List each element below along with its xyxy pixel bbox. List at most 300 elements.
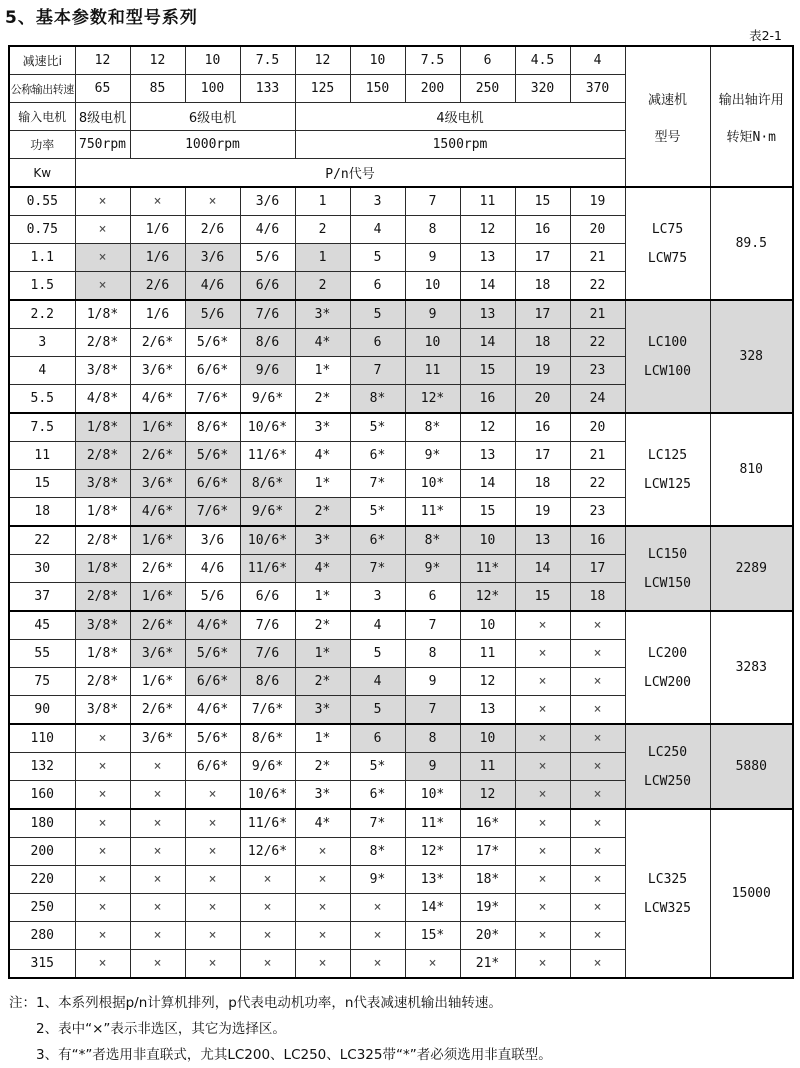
non-selectable-cell: × [130,950,185,979]
non-selectable-cell: × [295,950,350,979]
non-selectable-cell: × [185,187,240,216]
pn-code-cell: 3/6 [185,526,240,555]
non-selectable-cell: × [185,922,240,950]
pn-code-cell: 1* [295,357,350,385]
table-row [9,413,793,442]
pn-code-cell: 5* [350,753,405,781]
pn-code-cell: 12 [460,413,515,442]
pn-code-cell: 12 [460,668,515,696]
pn-code-cell: 4/6 [185,555,240,583]
pn-code-cell: 7/6* [185,498,240,527]
reducer-model-name: LCW75 [647,250,688,266]
pn-code-cell: 4/6* [130,385,185,414]
pn-code-cell: 9* [405,442,460,470]
kw-value: 220 [9,866,75,894]
pn-code-cell: 3 [350,583,405,612]
pn-code-cell: 11/6* [240,555,295,583]
pn-code-cell: 1/8* [75,300,130,329]
reducer-model-name: LCW200 [644,674,691,690]
pn-code-cell: 7 [405,611,460,640]
non-selectable-cell: × [130,894,185,922]
pn-code-cell: 3 [350,187,405,216]
pn-code-cell: 5/6* [185,442,240,470]
reducer-model-name: LC250 [647,744,688,760]
kw-value: 1.1 [9,244,75,272]
reducer-model-name: LC125 [647,447,688,463]
non-selectable-cell: × [295,894,350,922]
pn-code-cell: 8 [405,724,460,753]
non-selectable-cell: × [185,950,240,979]
pn-code-cell: 8* [405,413,460,442]
pn-code-cell: 2/8* [75,583,130,612]
pn-code-cell: 22 [570,329,625,357]
pn-code-cell: 17 [515,300,570,329]
pn-code-cell: 20* [460,922,515,950]
pn-code-cell: 2 [295,216,350,244]
pn-code-cell: 15 [460,498,515,527]
pn-code-cell: 4 [350,668,405,696]
pn-code-cell: 8 [405,216,460,244]
non-selectable-cell: × [570,922,625,950]
reducer-model-cell [625,526,710,611]
pn-code-cell: 17 [515,244,570,272]
speed-value: 320 [515,75,570,103]
non-selectable-cell: × [130,866,185,894]
table-row [9,526,793,555]
kw-value: 0.75 [9,216,75,244]
pn-code-cell: 6* [350,781,405,810]
non-selectable-cell: × [75,866,130,894]
pn-code-cell: 9/6* [240,498,295,527]
non-selectable-cell: × [570,866,625,894]
non-selectable-cell: × [515,753,570,781]
pn-code-cell: 13* [405,866,460,894]
ratio-value: 6 [460,46,515,75]
non-selectable-cell: × [570,838,625,866]
non-selectable-cell: × [75,272,130,301]
non-selectable-cell: × [75,187,130,216]
non-selectable-cell: × [515,724,570,753]
notes [9,990,800,1068]
pn-code-cell: 13 [460,442,515,470]
non-selectable-cell: × [240,950,295,979]
ratio-value: 4.5 [515,46,570,75]
pn-code-cell: 1 [295,244,350,272]
non-selectable-cell: × [295,838,350,866]
allowable-torque-cell: 89.5 [710,187,793,300]
pn-code-cell: 10* [405,781,460,810]
table-row [9,300,793,329]
pn-code-cell: 21 [570,244,625,272]
pn-code-cell: 22 [570,272,625,301]
pn-code-cell: 5 [350,244,405,272]
reducer-model-name: LCW100 [644,363,691,379]
non-selectable-cell: × [185,781,240,810]
reducer-model-name: LC200 [647,645,688,661]
pn-code-cell: 2/6 [185,216,240,244]
pn-code-cell: 17 [570,555,625,583]
model-column-header [625,46,710,187]
pn-code-cell: 8/6* [240,470,295,498]
pn-code-cell: 9 [405,244,460,272]
pn-code-cell: 2/6* [130,611,185,640]
non-selectable-cell: × [570,894,625,922]
pn-code-cell: 5/6* [185,329,240,357]
pn-code-cell: 2/8* [75,442,130,470]
non-selectable-cell: × [130,187,185,216]
pn-code-cell: 9 [405,300,460,329]
pn-code-cell: 4 [350,216,405,244]
pn-code-cell: 18* [460,866,515,894]
non-selectable-cell: × [515,611,570,640]
allowable-torque-cell: 328 [710,300,793,413]
kw-value: 2.2 [9,300,75,329]
pn-code-cell: 7* [350,555,405,583]
pn-code-cell: 1* [295,470,350,498]
non-selectable-cell: × [75,244,130,272]
pn-code-cell: 8/6* [240,724,295,753]
pn-code-cell: 5/6* [185,640,240,668]
ratio-value: 10 [350,46,405,75]
non-selectable-cell: × [570,809,625,838]
pn-code-cell: 22 [570,470,625,498]
speed-value: 125 [295,75,350,103]
reducer-model-cell [625,187,710,300]
pn-code-cell: 2/6* [130,442,185,470]
pn-code-cell: 6/6* [185,668,240,696]
non-selectable-cell: × [130,838,185,866]
ratio-value: 4 [570,46,625,75]
non-selectable-cell: × [185,894,240,922]
pn-code-cell: 8* [350,385,405,414]
pn-code-cell: 18 [515,329,570,357]
pn-code-cell: 10 [405,272,460,301]
pn-code-cell: 7 [405,696,460,725]
pn-code-cell: 1/6 [130,216,185,244]
kw-value: 37 [9,583,75,612]
pn-code-cell: 12 [460,216,515,244]
kw-value: 160 [9,781,75,810]
pn-code-cell: 7/6 [240,300,295,329]
pn-code-cell: 15 [515,187,570,216]
pn-code-cell: 1/6* [130,668,185,696]
non-selectable-cell: × [130,753,185,781]
pn-code-cell: 1/6 [130,244,185,272]
ratio-value: 10 [185,46,240,75]
allowable-torque-cell: 2289 [710,526,793,611]
pn-code-cell: 16 [570,526,625,555]
pn-code-cell: 10 [405,329,460,357]
pn-code-cell: 4/6* [130,498,185,527]
speed-label: 公称输出转速 [9,75,75,103]
torque-column-header-line1: 输出轴许用 [718,92,784,108]
kw-value: 5.5 [9,385,75,414]
non-selectable-cell: × [75,922,130,950]
pn-code-cell: 3* [295,526,350,555]
pn-code-cell: 15 [460,357,515,385]
pn-code-cell: 3* [295,413,350,442]
non-selectable-cell: × [75,809,130,838]
table-row [9,724,793,753]
pn-code-cell: 2* [295,385,350,414]
kw-value: 90 [9,696,75,725]
note-line: 2、表中“×”表示非选区，其它为选择区。 [36,1021,286,1037]
speed-value: 100 [185,75,240,103]
pn-code-cell: 10/6* [240,781,295,810]
ratio-value: 7.5 [240,46,295,75]
pn-code-cell: 12* [460,583,515,612]
pn-code-cell: 6* [350,442,405,470]
pn-code-cell: 2/8* [75,668,130,696]
pn-code-cell: 1* [295,583,350,612]
reducer-model-name: LCW125 [644,476,691,492]
speed-value: 133 [240,75,295,103]
pn-code-cell: 1/6* [130,526,185,555]
pn-code-cell: 10* [405,470,460,498]
pn-code-cell: 6/6* [185,470,240,498]
non-selectable-cell: × [350,922,405,950]
non-selectable-cell: × [515,809,570,838]
pn-code-cell: 17* [460,838,515,866]
non-selectable-cell: × [130,809,185,838]
non-selectable-cell: × [75,753,130,781]
pn-code-cell: 1/8* [75,555,130,583]
pn-code-cell: 9/6 [240,357,295,385]
pn-code-cell: 13 [460,244,515,272]
pn-code-cell: 5/6 [185,300,240,329]
pn-code-label: P/n代号 [75,159,625,188]
pn-code-cell: 3/8* [75,470,130,498]
kw-value: 200 [9,838,75,866]
reducer-model-name: LC325 [647,871,688,887]
pn-code-cell: 21 [570,442,625,470]
pn-code-cell: 3/6* [130,357,185,385]
pn-code-cell: 3/8* [75,357,130,385]
pn-code-cell: 17 [515,442,570,470]
non-selectable-cell: × [570,724,625,753]
pn-code-cell: 5/6 [185,583,240,612]
pn-code-cell: 20 [570,216,625,244]
non-selectable-cell: × [75,781,130,810]
page-title: 5、基本参数和型号系列 [5,8,198,28]
pn-code-cell: 6/6* [185,357,240,385]
motor-rpm: 750rpm [75,131,130,159]
pn-code-cell: 4* [295,555,350,583]
pn-code-cell: 3* [295,696,350,725]
non-selectable-cell: × [515,866,570,894]
pn-code-cell: 3/6 [240,187,295,216]
ratio-value: 7.5 [405,46,460,75]
kw-label: Kw [9,159,75,188]
pn-code-cell: 8/6 [240,668,295,696]
motor-type: 6级电机 [130,103,295,131]
model-column-header-line2: 型号 [654,129,681,145]
pn-code-cell: 6* [350,526,405,555]
pn-code-cell: 5 [350,300,405,329]
pn-code-cell: 13 [460,696,515,725]
pn-code-cell: 3/6 [185,244,240,272]
non-selectable-cell: × [515,950,570,979]
power-label: 功率 [9,131,75,159]
reducer-model-name: LCW325 [644,900,691,916]
allowable-torque-cell: 3283 [710,611,793,724]
pn-code-cell: 19 [515,498,570,527]
kw-value: 110 [9,724,75,753]
pn-code-cell: 5/6 [240,244,295,272]
pn-code-cell: 15 [515,583,570,612]
pn-code-cell: 3/6* [130,724,185,753]
non-selectable-cell: × [185,866,240,894]
reducer-model-cell [625,809,710,978]
pn-code-cell: 14 [460,470,515,498]
pn-code-cell: 18 [515,470,570,498]
non-selectable-cell: × [570,668,625,696]
pn-code-cell: 9 [405,753,460,781]
pn-code-cell: 14 [460,272,515,301]
pn-code-cell: 1/6 [130,300,185,329]
non-selectable-cell: × [515,668,570,696]
non-selectable-cell: × [350,894,405,922]
pn-code-cell: 1/8* [75,640,130,668]
reducer-model-name: LC75 [651,221,684,237]
reducer-model-name: LCW150 [644,575,691,591]
pn-code-cell: 6 [405,583,460,612]
pn-code-cell: 11 [460,187,515,216]
reducer-model-name: LCW250 [644,773,691,789]
non-selectable-cell: × [570,611,625,640]
non-selectable-cell: × [130,781,185,810]
non-selectable-cell: × [570,640,625,668]
pn-code-cell: 2* [295,498,350,527]
pn-code-cell: 1/8* [75,498,130,527]
pn-code-cell: 7/6 [240,640,295,668]
pn-code-cell: 4/6 [240,216,295,244]
pn-code-cell: 12 [460,781,515,810]
kw-value: 180 [9,809,75,838]
non-selectable-cell: × [515,838,570,866]
table-row [9,809,793,838]
pn-code-cell: 4/6* [185,611,240,640]
non-selectable-cell: × [350,950,405,979]
speed-value: 200 [405,75,460,103]
non-selectable-cell: × [295,922,350,950]
pn-code-cell: 7/6 [240,611,295,640]
pn-code-cell: 10/6* [240,413,295,442]
kw-value: 280 [9,922,75,950]
pn-code-cell: 10 [460,611,515,640]
kw-value: 0.55 [9,187,75,216]
non-selectable-cell: × [570,696,625,725]
kw-value: 18 [9,498,75,527]
kw-value: 45 [9,611,75,640]
note-line: 3、有“*”者选用非直联式，尤其LC200、LC250、LC325带“*”者必须选用非直联型。 [36,1047,552,1063]
ratio-value: 12 [75,46,130,75]
non-selectable-cell: × [130,922,185,950]
pn-code-cell: 6/6 [240,272,295,301]
non-selectable-cell: × [75,216,130,244]
pn-code-cell: 5* [350,413,405,442]
pn-code-cell: 9 [405,668,460,696]
pn-code-cell: 1* [295,724,350,753]
non-selectable-cell: × [75,838,130,866]
pn-code-cell: 19* [460,894,515,922]
pn-code-cell: 10 [460,526,515,555]
non-selectable-cell: × [185,838,240,866]
pn-code-cell: 9* [350,866,405,894]
torque-column-header [710,46,793,187]
pn-code-cell: 4/6 [185,272,240,301]
pn-code-cell: 2/6* [130,329,185,357]
pn-code-cell: 7* [350,470,405,498]
pn-code-cell: 19 [515,357,570,385]
pn-code-cell: 23 [570,498,625,527]
reducer-model-cell [625,611,710,724]
model-column-header-line1: 减速机 [647,92,687,108]
pn-code-cell: 4 [350,611,405,640]
ratio-label: 减速比i [9,46,75,75]
pn-code-cell: 2/6* [130,555,185,583]
kw-value: 3 [9,329,75,357]
ratio-value: 12 [130,46,185,75]
pn-code-cell: 1/6* [130,413,185,442]
pn-code-cell: 5 [350,696,405,725]
speed-value: 370 [570,75,625,103]
pn-code-cell: 11/6* [240,809,295,838]
pn-code-cell: 20 [515,385,570,414]
non-selectable-cell: × [570,781,625,810]
ratio-value: 12 [295,46,350,75]
pn-code-cell: 16* [460,809,515,838]
pn-code-cell: 2/6 [130,272,185,301]
speed-value: 85 [130,75,185,103]
pn-code-cell: 6 [350,329,405,357]
pn-code-cell: 21 [570,300,625,329]
pn-code-cell: 8* [405,526,460,555]
pn-code-cell: 8 [405,640,460,668]
kw-value: 55 [9,640,75,668]
pn-code-cell: 2/8* [75,329,130,357]
pn-code-cell: 8/6 [240,329,295,357]
non-selectable-cell: × [570,753,625,781]
pn-code-cell: 6/6* [185,753,240,781]
pn-code-cell: 7 [350,357,405,385]
pn-code-cell: 11 [460,753,515,781]
pn-code-cell: 13 [515,526,570,555]
pn-code-cell: 15* [405,922,460,950]
speed-value: 150 [350,75,405,103]
kw-value: 7.5 [9,413,75,442]
reducer-model-cell [625,724,710,809]
kw-value: 132 [9,753,75,781]
motor-rpm: 1000rpm [130,131,295,159]
pn-code-cell: 11/6* [240,442,295,470]
pn-code-cell: 18 [515,272,570,301]
pn-code-cell: 1* [295,640,350,668]
pn-code-cell: 11* [405,809,460,838]
torque-column-header-line2: 转矩N·m [726,129,776,145]
reducer-model-name: LC100 [647,334,688,350]
reducer-model-cell [625,300,710,413]
pn-code-cell: 1/8* [75,413,130,442]
non-selectable-cell: × [240,894,295,922]
pn-code-cell: 18 [570,583,625,612]
motor-label: 输入电机 [9,103,75,131]
pn-code-cell: 21* [460,950,515,979]
speed-value: 65 [75,75,130,103]
non-selectable-cell: × [75,894,130,922]
pn-code-cell: 7* [350,809,405,838]
pn-code-cell: 2* [295,753,350,781]
